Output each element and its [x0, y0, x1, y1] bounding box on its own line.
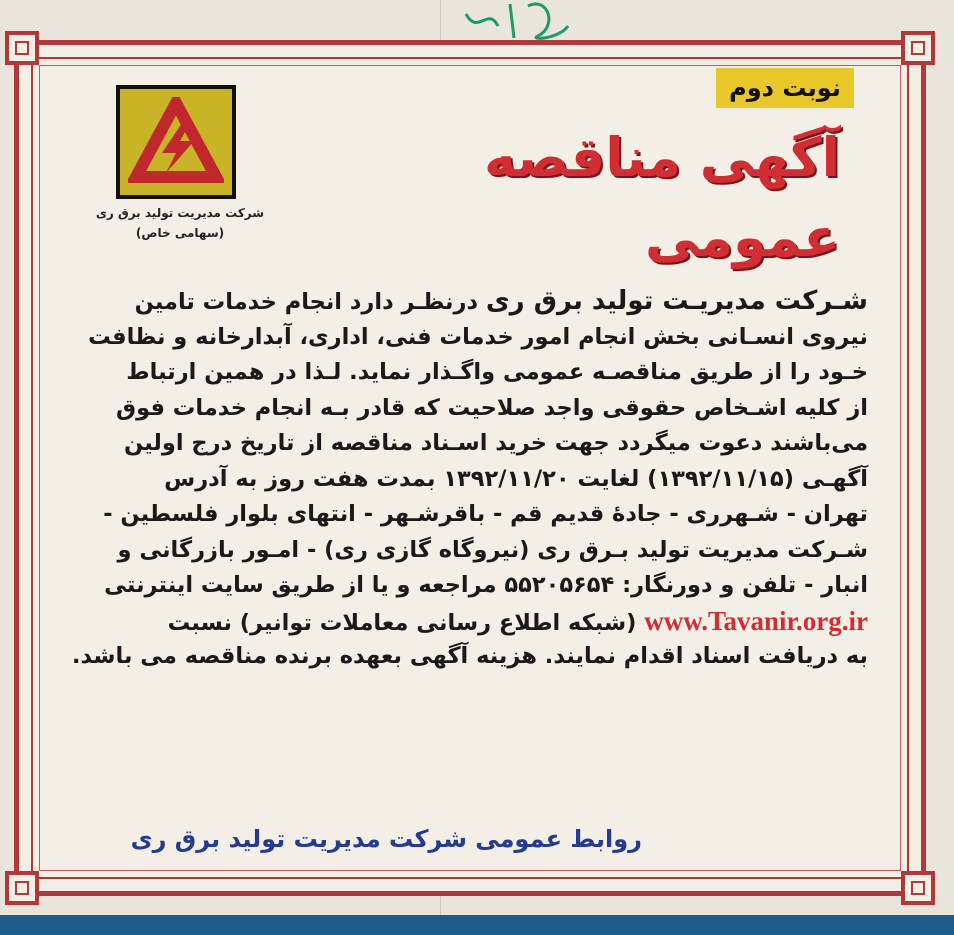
logo-caption-line: شرکت مدیریت تولید برق ری [95, 206, 265, 220]
frame-corner-ornament [5, 871, 39, 905]
body-line: از کلیه اشـخاص حقوقی واجد صلاحیت که قادر بـه انجام خدمات فوق [115, 394, 868, 421]
body-line: خـود را از طریق مناقصـه عمومی واگـذار نماید. لـذا در همین ارتباط [126, 359, 868, 385]
company-name: شـرکت مدیریـت تولید برق ری [485, 286, 868, 316]
edition-badge: نوبت دوم [716, 68, 854, 108]
notice-body [68, 284, 868, 675]
logo-caption-line: (سهامی خاص) [135, 226, 225, 240]
triangle-bolt-icon [128, 97, 224, 187]
notice-headline: آگهی مناقصه عمومی [483, 126, 840, 269]
body-line: تهران - شـهرری - جادۀ قدیم قم - باقرشـهر - انتهای بلوار فلسطین - [103, 501, 868, 527]
public-relations-signature: روابط عمومی شرکت مدیریت تولید برق ری [130, 825, 642, 853]
body-line: نیروی انسـانی بخش انجام امور خدمات فنی، اداری، آبدارخانه و نظافت [88, 323, 868, 350]
website-link[interactable]: www.Tavanir.org.ir [644, 605, 868, 636]
company-logo [116, 85, 236, 199]
frame-corner-ornament [901, 871, 935, 905]
frame-corner-ornament [901, 31, 935, 65]
body-line: آگهـی (۱۳۹۲/۱۱/۱۵) لغایت ۱۳۹۲/۱۱/۲۰ بمدت هفت روز به آدرس [164, 465, 868, 492]
body-line-text: درنظـر دارد انجام خدمات تامین [134, 289, 486, 315]
body-line: می‌باشند دعوت میگردد جهت خرید اسـناد مناقصه از تاریخ درج اولین [124, 430, 868, 456]
body-line: انبار - تلفن و دورنگار: ۵۵۲۰۵۶۵۴ مراجعه و یا از طریق سایت اینترنتی [104, 572, 868, 598]
body-line: شـرکت مدیریت تولید بـرق ری (نیروگاه گازی ری) - امـور بازرگانی و [117, 536, 868, 563]
body-line-text: (شبکه اطلاع رسانی معاملات توانیر) نسبت [167, 609, 645, 636]
body-line [68, 604, 868, 640]
logo-caption [80, 203, 280, 243]
body-line: به دریافت اسناد اقدام نمایند. هزینه آگهی بعهده برنده مناقصه می باشد. [71, 643, 868, 669]
bottom-color-strip [0, 915, 954, 935]
body-line [68, 284, 868, 320]
frame-corner-ornament [5, 31, 39, 65]
